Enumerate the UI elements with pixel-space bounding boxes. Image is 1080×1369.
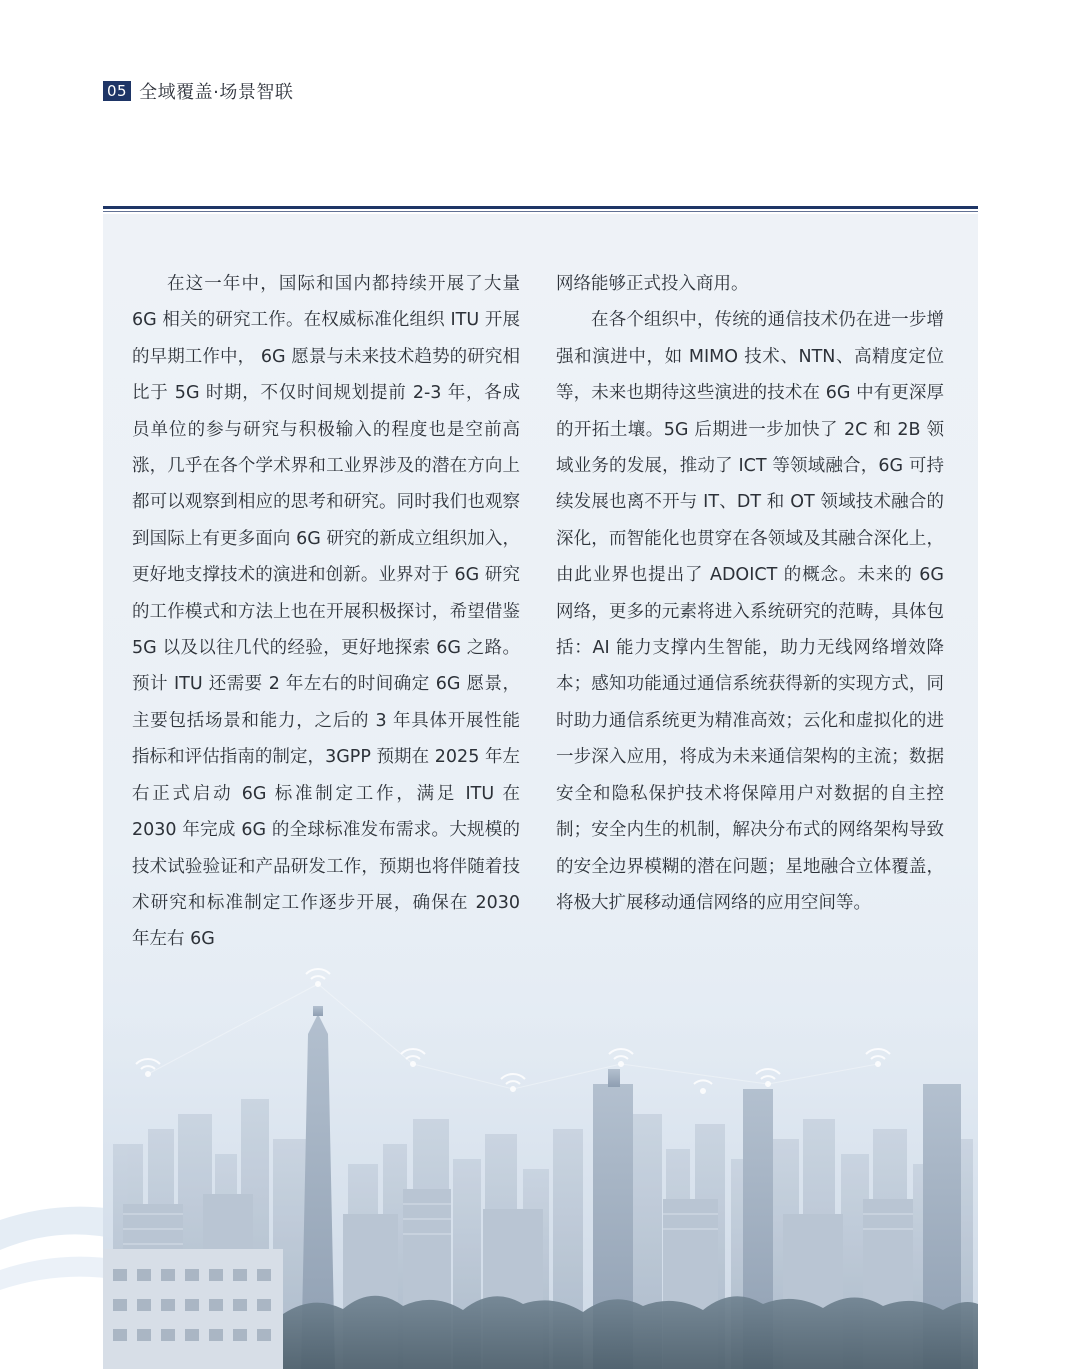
header-divider-thin: [103, 211, 978, 212]
article-paragraph: 在这一年中，国际和国内都持续开展了大量 6G 相关的研究工作。在权威标准化组织 ITU 开展的早期工作中， 6G 愿景与未来技术趋势的研究相比于 5G 时期，不仅时间规划提前 2-3 年，各成员单位的参与研究与积极输入的程度也是空前高涨，几乎在各个学术界和工业界涉及的潜在方向上都可以观察到相应的思考和研究。同时我们也观察到国际上有更多面向 6G 研究的新成立组织加入，更好地支撑技术的演进和创新。业界对于 6G 研究的工作模式和方法上也在开展积极探讨，希望借鉴 5G 以及以往几代的经验，更好地探索 6G 之路。预计 ITU 还需要 2 年左右的时间确定 6G 愿景，主要包括场景和能力，之后的 3 年具体开展性能指标和评估指南的制定，3GPP 预期在 2025 年左右正式启动 6G 标准制定工作，满足 ITU 在 2030 年完成 6G 的全球标准发布需求。大规模的技术试验验证和产品研发工作，预期也将伴随着技术研究和标准制定工作逐步开展，确保在 2030 年左右 6G: [132, 274, 520, 950]
article-paragraph: 在各个组织中，传统的通信技术仍在进一步增强和演进中，如 MIMO 技术、NTN、高精度定位等，未来也期待这些演进的技术在 6G 中有更深厚的开拓土壤。5G 后期进一步加快了 2C 和 2B 领域业务的发展，推动了 ICT 等领域融合，6G 可持续发展也离不开与 IT、DT 和 OT 领域技术融合的深化，而智能化也贯穿在各领域及其融合深化上，由此业界也提出了 ADOICT 的概念。未来的 6G 网络，更多的元素将进入系统研究的范畴，具体包括：AI 能力支撑内生智能，助力无线网络增效降本；感知功能通过通信系统获得新的实现方式，同时助力通信系统更为精准高效；云化和虚拟化的进一步深入应用，将成为未来通信架构的主流；数据安全和隐私保护技术将保障用户对数据的自主控制；安全内生的机制，解决分布式的网络架构导致的安全边界模糊的潜在问题；星地融合立体覆盖，将极大扩展移动通信网络的应用空间等。: [556, 310, 944, 913]
header-divider: [103, 206, 978, 209]
article-right-column: [556, 266, 944, 921]
article-left-column: [132, 266, 520, 958]
section-title: 全域覆盖·场景智联: [139, 82, 294, 103]
background-swoosh-decoration: [0, 1180, 120, 1369]
city-skyline-image: [103, 914, 978, 1369]
page-header: [103, 80, 293, 102]
page-number: 05: [103, 81, 131, 101]
article-paragraph-continued: 网络能够正式投入商用。: [556, 274, 749, 294]
